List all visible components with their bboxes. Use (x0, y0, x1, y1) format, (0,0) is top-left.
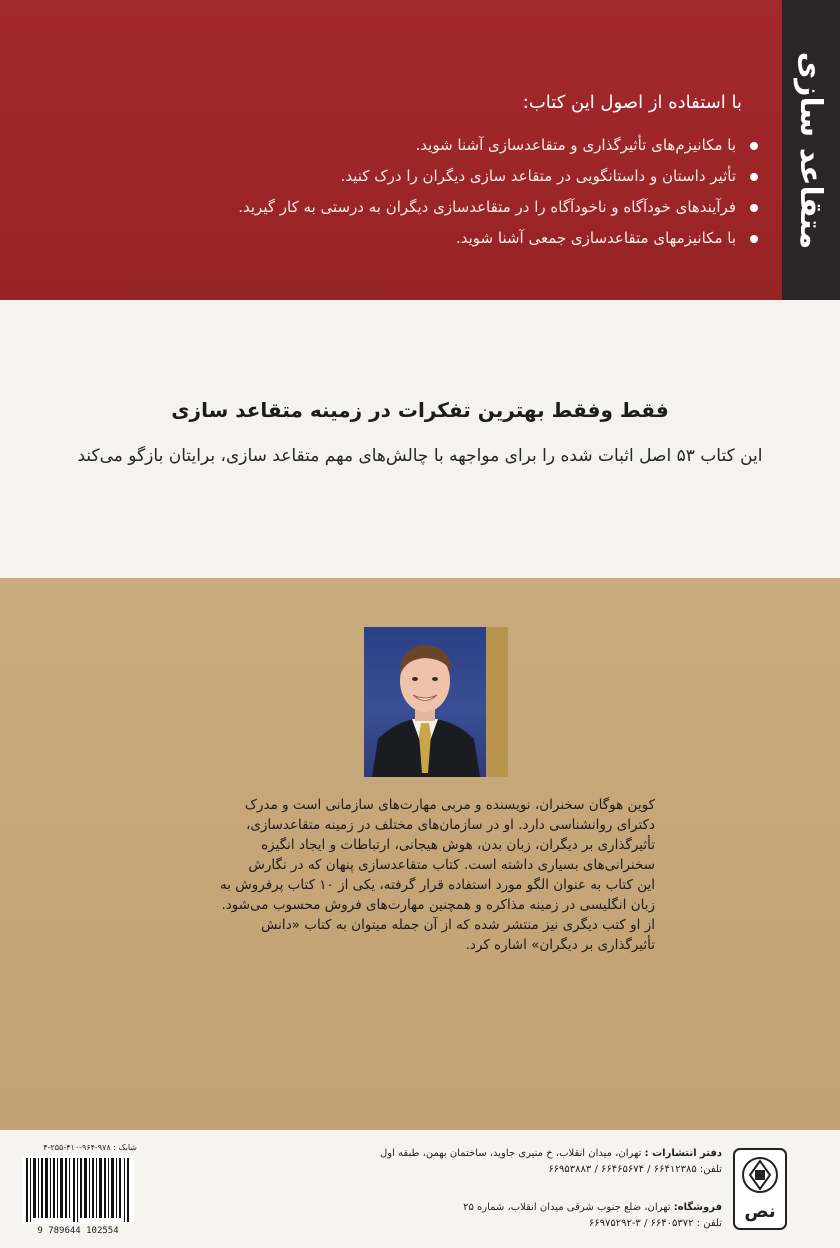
publisher-logo-icon (732, 1147, 788, 1231)
benefit-text: تأثیر داستان و داستانگویی در متقاعد سازی دیگران را درک کنید. (340, 167, 736, 185)
intro-text: با استفاده از اصول این کتاب: (522, 92, 742, 113)
bio-line: کوین هوگان سخنران، نویسنده و مربی مهارت‌های سازمانی است و مدرک (244, 797, 655, 813)
barcode-icon (22, 1156, 134, 1224)
bio-line: از او کتب دیگری نیز منتشر شده که از آن جمله میتوان به کتاب «دانش (260, 917, 655, 933)
benefit-list (118, 130, 758, 254)
office-phone: تلفن: ۶۶۴۱۲۳۸۵ / ۶۶۴۶۵۶۷۴ / ۶۶۹۵۳۸۸۳ (548, 1164, 722, 1175)
bio-line: این کتاب به عنوان الگو مورد استفاده قرار گرفته، یکی از ۱۰ کتاب پرفروش به (219, 877, 655, 893)
author-bio (185, 795, 655, 955)
isbn-text: شابک : ۹۷۸-۹۶۴-۴۱۰-۲۵۵-۴ (43, 1143, 137, 1152)
publisher-logo (732, 1147, 788, 1231)
photo-accent-bar (486, 627, 508, 777)
office-row (242, 1146, 722, 1162)
author-photo (364, 627, 486, 777)
middle-white-band (0, 300, 840, 578)
benefit-item (118, 223, 758, 254)
author-portrait-icon (364, 627, 486, 777)
benefit-item (118, 192, 758, 223)
bullet-dot-icon (750, 173, 758, 181)
bio-line: تأثیرگذاری بر دیگران، زبان بدن، هوش هیجانی، ارتباطات و ایجاد انگیزه (261, 837, 655, 853)
store-address: تهران، ضلع جنوب شرقی میدان انقلاب، شماره ۲۵ (463, 1202, 671, 1213)
spine-title-wrapper (782, 0, 840, 300)
bullet-dot-icon (750, 204, 758, 212)
subline: این کتاب ۵۳ اصل اثبات شده را برای مواجهه با چالش‌های مهم متقاعد سازی، برایتان بازگو می‌کند (77, 446, 763, 466)
bio-line: دکترای روانشناسی دارد. او در سازمان‌های مختلف در زمینه متقاعدسازی، (245, 817, 655, 833)
office-address: تهران، میدان انقلاب، خ منیری جاوید، ساختمان بهمن، طبقه اول (380, 1148, 642, 1159)
store-label: فروشگاه: (673, 1202, 722, 1213)
publisher-office (242, 1146, 722, 1178)
office-label: دفتر انتشارات : (644, 1148, 722, 1159)
bullet-dot-icon (750, 142, 758, 150)
barcode (22, 1156, 134, 1224)
benefit-item (118, 130, 758, 161)
benefit-text: با مکانیزم‌های تأثیرگذاری و متقاعدسازی آشنا شوید. (415, 136, 736, 154)
spine-title: متقاعد سازی (793, 51, 829, 249)
store-phone: تلفن : ۶۶۴۰۵۳۷۲ / ۳-۶۶۹۷۵۲۹۲ (588, 1218, 722, 1229)
bio-line: زبان انگلیسی در زمینه مذاکره و همچنین مهارت‌های فروش محسوب می‌شود. (221, 897, 655, 913)
store-row (242, 1200, 722, 1216)
bio-line: تأثیرگذاری بر دیگران» اشاره کرد. (465, 937, 655, 953)
barcode-number: 9 789644 102554 (37, 1226, 119, 1236)
benefit-item (118, 161, 758, 192)
publisher-store (242, 1200, 722, 1232)
logo-text: نص (744, 1201, 776, 1222)
benefit-text: با مکانیزمهای متقاعدسازی جمعی آشنا شوید. (455, 229, 736, 247)
headline: فقط وفقط بهترین تفکرات در زمینه متقاعد سازی (171, 398, 669, 422)
bullet-dot-icon (750, 235, 758, 243)
bio-line: سخنرانی‌های بسیاری داشته است. کتاب متقاعدسازی پنهان که در نگارش (248, 857, 655, 873)
benefit-text: فرآیندهای خودآگاه و ناخودآگاه را در متقاعدسازی دیگران به درستی به کار گیرید. (238, 198, 736, 216)
